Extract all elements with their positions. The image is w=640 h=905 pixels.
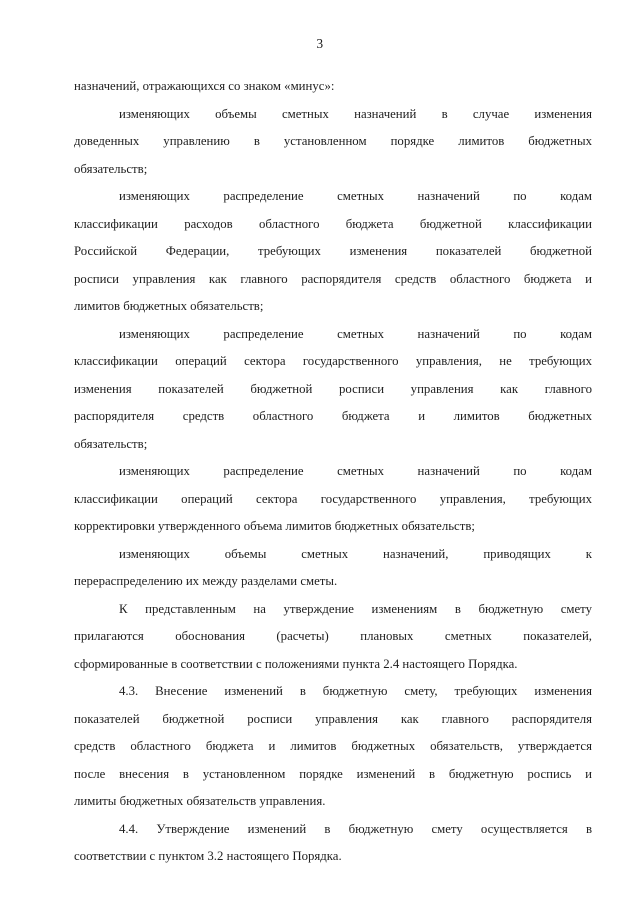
paragraph [74, 321, 592, 459]
text-line: изменяющих объемы сметных назначений в случае изменения [119, 106, 592, 121]
text-line: классификации операций сектора государственного управления, не требующих [74, 354, 592, 368]
text-line: назначений, отражающихся со знаком «минус»: [74, 79, 335, 93]
text-line: распорядителя средств областного бюджета и лимитов бюджетных [74, 409, 592, 423]
paragraph [74, 183, 592, 321]
paragraph [74, 816, 592, 871]
text-line: изменяющих распределение сметных назначений по кодам [119, 189, 592, 203]
text-line: Российской Федерации, требующих изменения показателей бюджетной [74, 244, 592, 258]
text-line: обязательств; [74, 436, 148, 451]
text-line: перераспределению их между разделами сметы. [74, 574, 338, 588]
paragraph [74, 678, 592, 816]
document-body [74, 73, 592, 871]
text-line: доведенных управлению в установленном порядке лимитов бюджетных [74, 134, 592, 148]
text-line: классификации операций сектора государственного управления, требующих [74, 491, 592, 506]
text-line: соответствии с пунктом 3.2 настоящего Порядка. [74, 849, 342, 863]
paragraph [74, 101, 592, 184]
text-line: средств областного бюджета и лимитов бюджетных обязательств, утверждается [74, 739, 592, 753]
text-line: корректировки утвержденного объема лимитов бюджетных обязательств; [74, 519, 475, 533]
text-line: лимитов бюджетных обязательств; [74, 299, 264, 313]
text-line: изменения показателей бюджетной росписи управления как главного [74, 381, 592, 396]
text-line: прилагаются обоснования (расчеты) плановых сметных показателей, [74, 629, 592, 643]
page-number: 3 [316, 36, 324, 51]
text-line: 4.3. Внесение изменений в бюджетную смету, требующих изменения [119, 684, 592, 698]
text-line: 4.4. Утверждение изменений в бюджетную смету осуществляется в [119, 821, 592, 836]
paragraph [74, 596, 592, 679]
text-line: К представленным на утверждение изменениям в бюджетную смету [119, 601, 592, 616]
text-line: изменяющих распределение сметных назначений по кодам [119, 464, 592, 478]
text-line: показателей бюджетной росписи управления как главного распорядителя [74, 711, 592, 726]
text-line: сформированные в соответствии с положениями пункта 2.4 настоящего Порядка. [74, 656, 518, 671]
paragraph [74, 541, 592, 596]
paragraph [74, 73, 592, 101]
text-line: лимиты бюджетных обязательств управления. [74, 794, 326, 808]
text-line: обязательств; [74, 161, 148, 176]
text-line: изменяющих распределение сметных назначений по кодам [119, 326, 592, 341]
text-line: изменяющих объемы сметных назначений, приводящих к [119, 546, 592, 561]
paragraph [74, 458, 592, 541]
text-line: росписи управления как главного распорядителя средств областного бюджета и [74, 271, 592, 286]
text-line: классификации расходов областного бюджета бюджетной классификации [74, 216, 592, 231]
text-line: после внесения в установленном порядке изменений в бюджетную роспись и [74, 766, 592, 781]
